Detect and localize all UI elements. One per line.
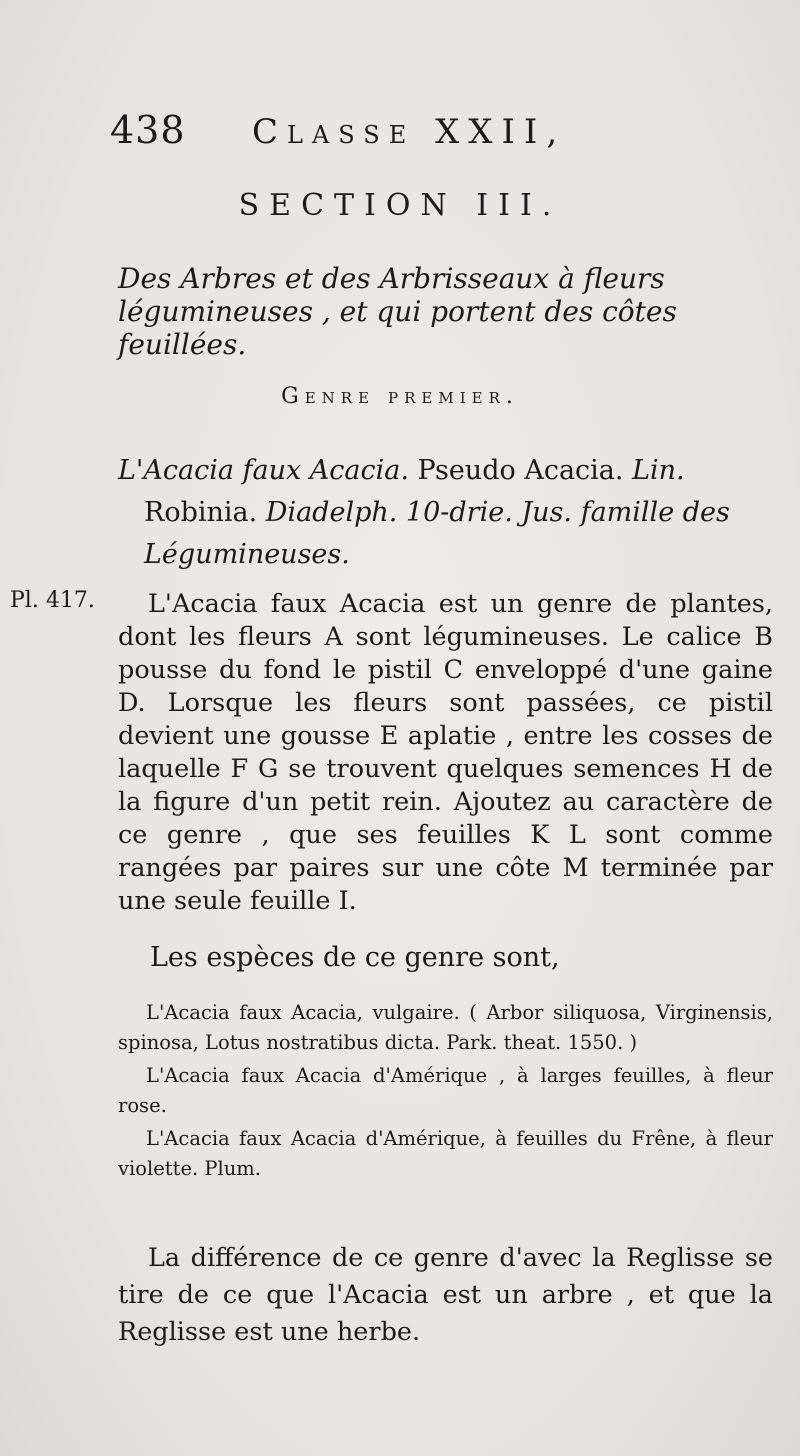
plate-reference: Pl. 417.: [10, 588, 95, 613]
pseudo-acacia: Pseudo Acacia.: [408, 455, 633, 486]
family-name: Légumineuses.: [144, 539, 350, 570]
species-title: [118, 450, 768, 576]
species-item: L'Acacia faux Acacia d'Amérique , à larges feuilles, à fleur rose.: [118, 1064, 773, 1117]
species-list: [118, 998, 773, 1187]
page-number: 438: [110, 108, 186, 152]
genus-description: L'Acacia faux Acacia est un genre de plantes, dont les fleurs A sont légumineuses. Le calice B pousse du fond le pistil C enveloppé d'une gaine D. Lorsque les fleurs sont passées, ce pistil devient une gousse E aplatie , entre les cosses de laquelle F G se trouvent quelques semences H de la figure d'un petit rein. Ajoutez au caractère de ce genre , que ses feuilles K L sont comme rangées par paires sur une côte M terminée par une seule feuille I.: [118, 589, 773, 916]
species-name: L'Acacia faux Acacia.: [118, 455, 409, 486]
linnaeus-abbrev: Lin.: [632, 455, 685, 486]
species-heading: Les espèces de ce genre sont,: [150, 942, 560, 973]
classification: Diadelph. 10-drie. Jus. famille des: [265, 497, 730, 528]
genus-heading: Genre premier.: [281, 384, 519, 409]
species-item: L'Acacia faux Acacia, vulgaire. ( Arbor siliquosa, Virginensis, spinosa, Lotus nostratibus dicta. Park. theat. 1550. ): [118, 1001, 773, 1054]
robinia-name: Robinia.: [144, 497, 266, 528]
section-description: Des Arbres et des Arbrisseaux à fleurs légumineuses , et qui portent des côtes feuillées.: [118, 262, 677, 361]
section-heading: SECTION III.: [238, 188, 562, 223]
species-title-continued: [118, 492, 768, 576]
page-header: [110, 108, 670, 158]
closing-paragraph: La différence de ce genre d'avec la Reglisse se tire de ce que l'Acacia est un arbre , et que la Reglisse est une herbe.: [118, 1243, 773, 1347]
running-title: Classe XXII,: [252, 112, 567, 152]
species-item: L'Acacia faux Acacia d'Amérique, à feuilles du Frêne, à fleur violette. Plum.: [118, 1127, 773, 1180]
